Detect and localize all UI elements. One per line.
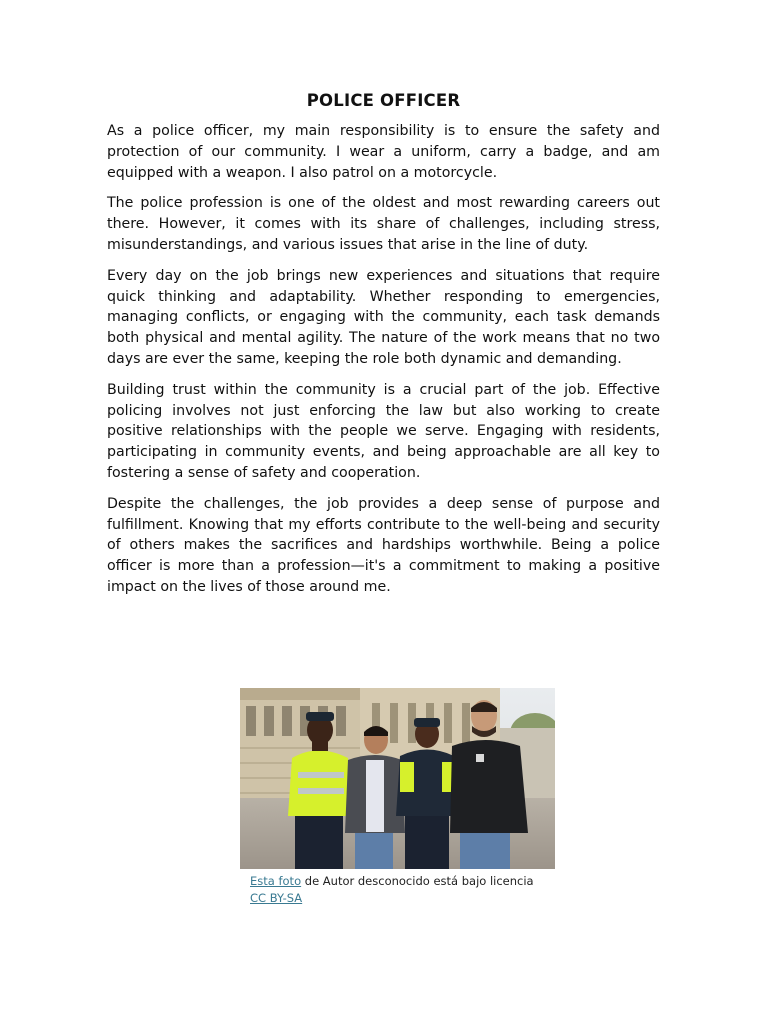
paragraph-3: Every day on the job brings new experiences and situations that require quick thinking and adaptability. Whether responding to emergencies, managing conflicts, or engaging with the community, each task demands both physical and mental agility. The nature of the work means that no two days are ever the same, keeping the role both dynamic and demanding.: [107, 267, 660, 367]
document-title: POLICE OFFICER: [306, 91, 461, 110]
photo-figure: [240, 688, 555, 906]
photo-source-link[interactable]: Esta foto: [250, 874, 302, 888]
caption-text: de Autor desconocido está bajo licencia: [301, 874, 534, 888]
paragraph-2: The police profession is one of the oldest and most rewarding careers out there. However, it comes with its share of challenges, including stress, misunderstandings, and various issues that arise in the line of duty.: [107, 195, 660, 253]
license-link[interactable]: CC BY-SA: [250, 890, 303, 905]
police-officers-photo: [240, 688, 555, 869]
paragraph-5: Despite the challenges, the job provides a deep sense of purpose and fulfillment. Knowing that my efforts contribute to the well-being and security of others makes the sacrifices and hardships worthwhile. Being a police officer is more than a profession—it's a commitment to making a positive impact on the lives of those around me.: [107, 495, 660, 595]
document-body: [107, 90, 660, 608]
paragraph-4: Building trust within the community is a crucial part of the job. Effective policing involves not just enforcing the law but also working to create positive relationships with the people we serve. Engaging with residents, participating in community events, and being approachable are all key to fostering a sense of safety and cooperation.: [107, 381, 660, 481]
paragraph-1: As a police officer, my main responsibility is to ensure the safety and protection of our community. I wear a uniform, carry a badge, and am equipped with a weapon. I also patrol on a motorcycle.: [107, 123, 660, 181]
photo-caption: [240, 873, 550, 906]
